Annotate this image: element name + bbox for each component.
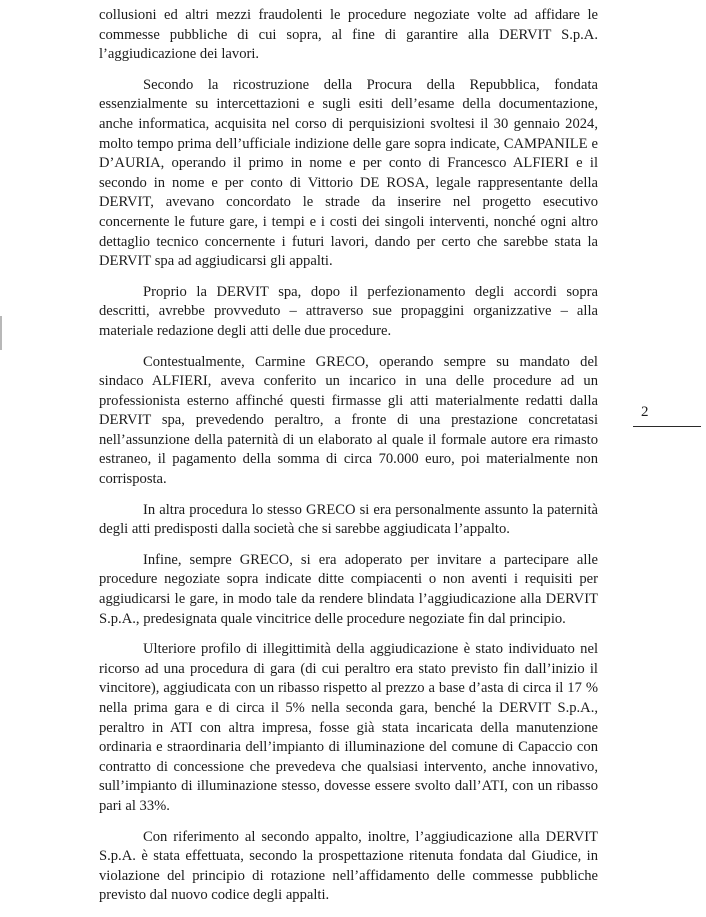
body-text bbox=[99, 6, 598, 917]
paragraph-greco-paternity: In altra procedura lo stesso GRECO si era personalmente assunto la paternità degli atti predisposti dalla società che si sarebbe aggiudicata l’appalto. bbox=[99, 501, 598, 538]
paragraph-second-contract: Con riferimento al secondo appalto, inoltre, l’aggiudicazione alla DERVIT S.p.A. è stata effettuata, secondo la prospettazione ritenuta fondata dal Giudice, in violazione del principio di rotazione nell’affidamento delle commesse pubbliche previsto dal nuovo codice degli appalti. bbox=[99, 828, 598, 904]
paragraph-greco-invitations: Infine, sempre GRECO, si era adoperato per invitare a partecipare alle procedure negoziate sopra indicate ditte compiacenti o non aventi i requisiti per aggiudicarsi le gare, in modo tale da rendere blindata l’aggiudicazione alla DERVIT S.p.A., predesignata quale vincitrice delle procedure negoziate fin dal principio. bbox=[99, 551, 598, 627]
paragraph-procura-reconstruction: Secondo la ricostruzione della Procura della Repubblica, fondata essenzialmente su intercettazioni e sugli esiti dell’esame della documentazione, anche informatica, acquisita nel corso di perquisizioni svoltesi il 30 gennaio 2024, molto tempo prima dell’ufficiale indizione delle gare sopra indicate, CAMPANILE e D’AURIA, operando il primo in nome e per conto di Francesco ALFIERI e il secondo in nome e per conto di Vittorio DE ROSA, legale rappresentante della DERVIT, avevano concordato le strade da inserire nel progetto esecutivo concernente le future gare, i tempi e i costi dei singoli interventi, nonché ogni altro dettaglio tecnico concernente i futuri lavori, dando per certo che sarebbe stata la DERVIT spa ad aggiudicarsi gli appalti. bbox=[99, 76, 598, 270]
paragraph-dervit-drafting: Proprio la DERVIT spa, dopo il perfezionamento degli accordi sopra descritti, avrebbe provveduto – attraverso sue propaggini organizzative – alla materiale redazione degli atti delle due procedure. bbox=[99, 283, 598, 339]
paragraph-continuation: collusioni ed altri mezzi fraudolenti le procedure negoziate volte ad affidare le commesse pubbliche di cui sopra, al fine di garantire alla DERVIT S.p.A. l’aggiudicazione dei lavori. bbox=[99, 7, 598, 63]
paragraph-illegitimacy: Ulteriore profilo di illegittimità della aggiudicazione è stato individuato nel ricorso ad una procedura di gara (di cui peraltro era stato previsto fin dall’inizio il vincitore), aggiudicata con un ribasso rispetto al prezzo a base d’asta di circa il 17 % nella prima gara e di circa il 5% nella seconda gara, benché la DERVIT S.p.A., peraltro in ATI con altra impresa, fosse già stata incaricata della manutenzione ordinaria e straordinaria dell’impianto di illuminazione del comune di Capaccio con contratto di concessione che prevedeva che qualsiasi intervento, anche innovativo, sull’impianto di illuminazione stesso, dovesse essere svolto dall’ATI, con un ribasso pari al 33%. bbox=[99, 641, 598, 814]
page-number: 2 bbox=[641, 404, 649, 420]
paragraph-greco-mandate: Contestualmente, Carmine GRECO, operando sempre su mandato del sindaco ALFIERI, aveva conferito un incarico in una delle procedure ad un professionista esterno affinché questi firmasse gli atti materialmente redatti dalla DERVIT spa, prevedendo peraltro, a fronte di una prestazione concretatasi nell’assunzione della paternità di un elaborato al quale il formale autore era rimasto estraneo, il pagamento della somma di circa 70.000 euro, poi materialmente non corrisposta. bbox=[99, 353, 598, 488]
scan-artifact bbox=[0, 316, 2, 350]
page-number-rule bbox=[633, 426, 701, 427]
